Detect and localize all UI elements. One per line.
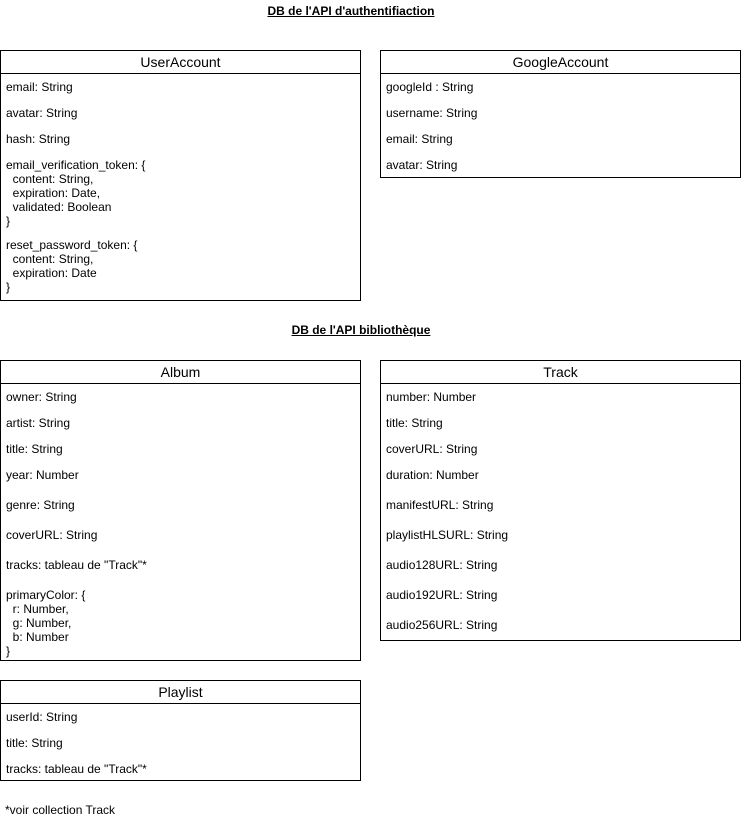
track-name: Track [381, 361, 740, 384]
track-field-audio128url: audio128URL: String [386, 558, 498, 572]
playlist-entity [0, 680, 361, 781]
googleaccount-field-googleid: googleId : String [386, 80, 474, 94]
useraccount-field-reset-password-token: reset_password_token: { content: String, expiration: Date } [6, 238, 138, 294]
album-field-tracks: tracks: tableau de "Track"* [6, 558, 147, 572]
track-field-title: title: String [386, 416, 443, 430]
album-field-owner: owner: String [6, 390, 77, 404]
useraccount-field-hash: hash: String [6, 132, 71, 146]
auth-db-title: DB de l'API d'authentifiaction [267, 4, 435, 18]
album-field-coverurl: coverURL: String [6, 528, 98, 542]
album-field-genre: genre: String [6, 498, 75, 512]
track-field-coverurl: coverURL: String [386, 442, 478, 456]
track-field-playlisthlsurl: playlistHLSURL: String [386, 528, 509, 542]
googleaccount-entity [380, 50, 741, 178]
album-name: Album [1, 361, 360, 384]
useraccount-name: UserAccount [1, 51, 360, 74]
track-entity [380, 360, 741, 641]
useraccount-entity [0, 50, 361, 301]
playlist-name: Playlist [1, 681, 360, 704]
playlist-field-title: title: String [6, 736, 63, 750]
album-field-title: title: String [6, 442, 63, 456]
album-field-artist: artist: String [6, 416, 71, 430]
footnote: *voir collection Track [5, 803, 116, 817]
album-entity [0, 360, 361, 661]
googleaccount-field-username: username: String [386, 106, 478, 120]
useraccount-field-avatar: avatar: String [6, 106, 78, 120]
googleaccount-name: GoogleAccount [381, 51, 740, 74]
album-field-year: year: Number [6, 468, 79, 482]
album-field-primarycolor: primaryColor: { r: Number, g: Number, b: Number } [6, 588, 86, 658]
googleaccount-field-avatar: avatar: String [386, 158, 458, 172]
playlist-field-tracks: tracks: tableau de "Track"* [6, 762, 147, 776]
track-field-audio256url: audio256URL: String [386, 618, 498, 632]
track-field-manifesturl: manifestURL: String [386, 498, 494, 512]
library-db-title: DB de l'API bibliothèque [291, 323, 431, 337]
useraccount-field-email-verification-token: email_verification_token: { content: String, expiration: Date, validated: Boolean } [6, 158, 146, 228]
useraccount-field-email: email: String [6, 80, 73, 94]
playlist-field-userid: userId: String [6, 710, 78, 724]
track-field-audio192url: audio192URL: String [386, 588, 498, 602]
googleaccount-field-email: email: String [386, 132, 453, 146]
track-field-number: number: Number [386, 390, 477, 404]
track-field-duration: duration: Number [386, 468, 479, 482]
